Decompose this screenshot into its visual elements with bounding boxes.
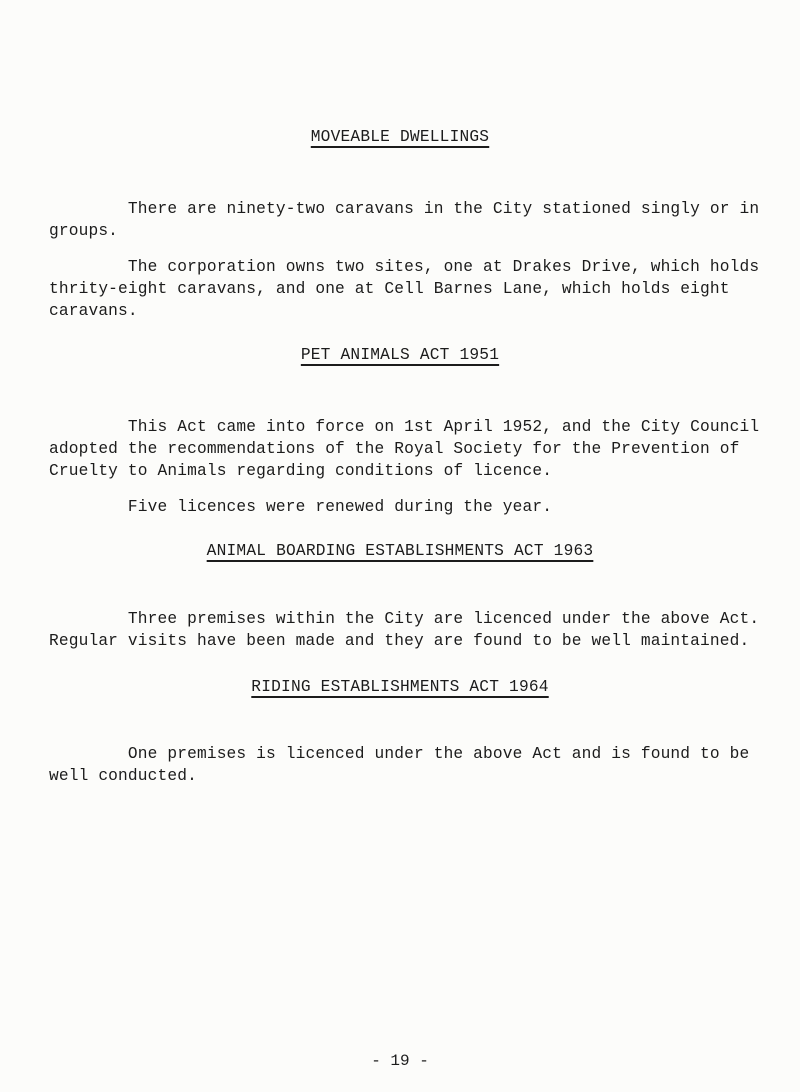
- paragraph-licences-renewed: Five licences were renewed during the year.: [49, 498, 553, 516]
- paragraph-act-in-force: This Act came into force on 1st April 1952, and the City Council adopted the recommendations of the Royal Society for the Prevention of Cruelty to Animals regarding conditions of licence.: [49, 418, 760, 480]
- heading-text: ANIMAL BOARDING ESTABLISHMENTS ACT 1963: [206, 542, 594, 560]
- section-heading-moveable-dwellings: [0, 128, 800, 146]
- section-heading-animal-boarding-act: [0, 542, 800, 560]
- paragraph-corporation-sites: The corporation owns two sites, one at Drakes Drive, which holds thrity-eight caravans, and one at Cell Barnes Lane, which holds eight caravans.: [49, 258, 760, 320]
- paragraph-caravans-count: There are ninety-two caravans in the City stationed singly or in groups.: [49, 200, 760, 240]
- heading-text: PET ANIMALS ACT 1951: [300, 346, 500, 364]
- heading-text: RIDING ESTABLISHMENTS ACT 1964: [251, 678, 549, 696]
- paragraph-boarding-premises: Three premises within the City are licenced under the above Act. Regular visits have been made and they are found to be well maintained.: [49, 610, 760, 650]
- page-number: - 19 -: [371, 1052, 429, 1070]
- section-heading-riding-establishments-act: [0, 678, 800, 696]
- section-heading-pet-animals-act: [0, 346, 800, 364]
- heading-text: MOVEABLE DWELLINGS: [310, 128, 490, 146]
- paragraph-riding-premises: One premises is licenced under the above Act and is found to be well conducted.: [49, 745, 750, 785]
